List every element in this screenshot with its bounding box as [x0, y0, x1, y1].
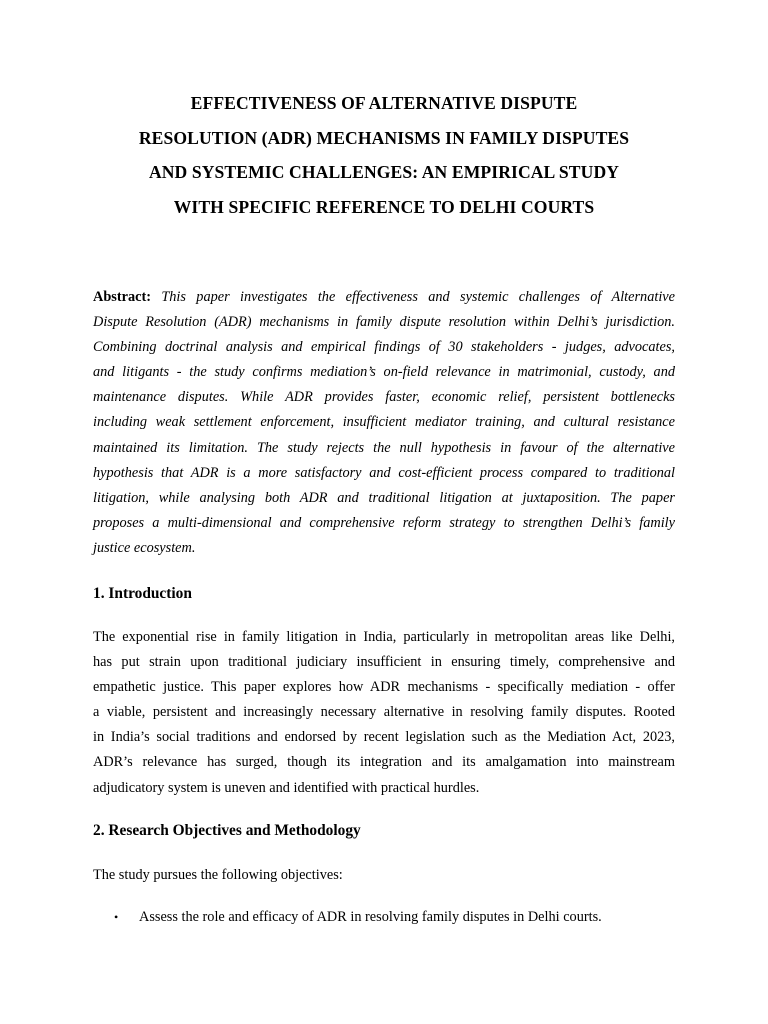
paragraph-line: ADR’s relevance has surged, though its integration and its amalgamation into mainstream: [93, 754, 675, 771]
paragraph-line: adjudicatory system is uneven and identified with practical hurdles.: [93, 779, 480, 796]
paragraph-line: empathetic justice. This paper explores how ADR mechanisms - specifically mediation - offer: [93, 679, 675, 696]
bullet-icon: •: [114, 910, 119, 924]
title-line: EFFECTIVENESS OF ALTERNATIVE DISPUTE: [190, 93, 578, 113]
paragraph-line: a viable, persistent and increasingly necessary alternative in resolving family disputes. Rooted: [93, 704, 675, 721]
abstract-line: hypothesis that ADR is a more satisfactory and cost-efficient process compared to traditional: [93, 464, 675, 481]
paragraph-line: has put strain upon traditional judiciary insufficient in ensuring timely, comprehensive and: [93, 654, 675, 671]
abstract-line: proposes a multi-dimensional and comprehensive reform strategy to strengthen Delhi’s family: [93, 514, 675, 531]
objectives-intro: The study pursues the following objectives:: [93, 867, 343, 883]
objectives-heading: 2. Research Objectives and Methodology: [93, 822, 361, 839]
paragraph-line: in India’s social traditions and endorsed by recent legislation such as the Mediation Act, 2023,: [93, 729, 675, 746]
paper-title: [60, 86, 708, 224]
title-line: RESOLUTION (ADR) MECHANISMS IN FAMILY DISPUTES: [138, 127, 630, 148]
abstract-line: and litigants - the study confirms mediation’s on-field relevance in matrimonial, custody, and: [93, 364, 675, 381]
abstract-label: Abstract:: [93, 289, 151, 305]
abstract-paragraph: [93, 285, 675, 561]
abstract-line: Combining doctrinal analysis and empirical findings of 30 stakeholders - judges, advocates,: [93, 339, 675, 356]
title-line: AND SYSTEMIC CHALLENGES: AN EMPIRICAL STUDY: [148, 162, 620, 182]
objective-list-item: [114, 907, 602, 927]
abstract-line-first: [93, 285, 675, 310]
abstract-line: maintenance disputes. While ADR provides faster, economic relief, persistent bottlenecks: [93, 389, 675, 406]
abstract-line: including weak settlement enforcement, insufficient mediator training, and cultural resistance: [93, 414, 675, 431]
introduction-paragraph: [93, 625, 675, 801]
objective-text: Assess the role and efficacy of ADR in resolving family disputes in Delhi courts.: [139, 909, 602, 925]
abstract-line: justice ecosystem.: [93, 539, 196, 556]
abstract-line: Dispute Resolution (ADR) mechanisms in family dispute resolution within Delhi’s jurisdiction.: [93, 314, 675, 331]
introduction-heading: 1. Introduction: [93, 585, 192, 602]
abstract-line: litigation, while analysing both ADR and traditional litigation at juxtaposition. The paper: [93, 489, 675, 506]
paragraph-line: The exponential rise in family litigation in India, particularly in metropolitan areas like Delhi,: [93, 629, 675, 645]
abstract-text: This paper investigates the effectiveness and systemic challenges of Alternative: [161, 289, 675, 305]
abstract-line: maintained its limitation. The study rejects the null hypothesis in favour of the alternative: [93, 439, 675, 456]
title-line: WITH SPECIFIC REFERENCE TO DELHI COURTS: [173, 196, 595, 217]
